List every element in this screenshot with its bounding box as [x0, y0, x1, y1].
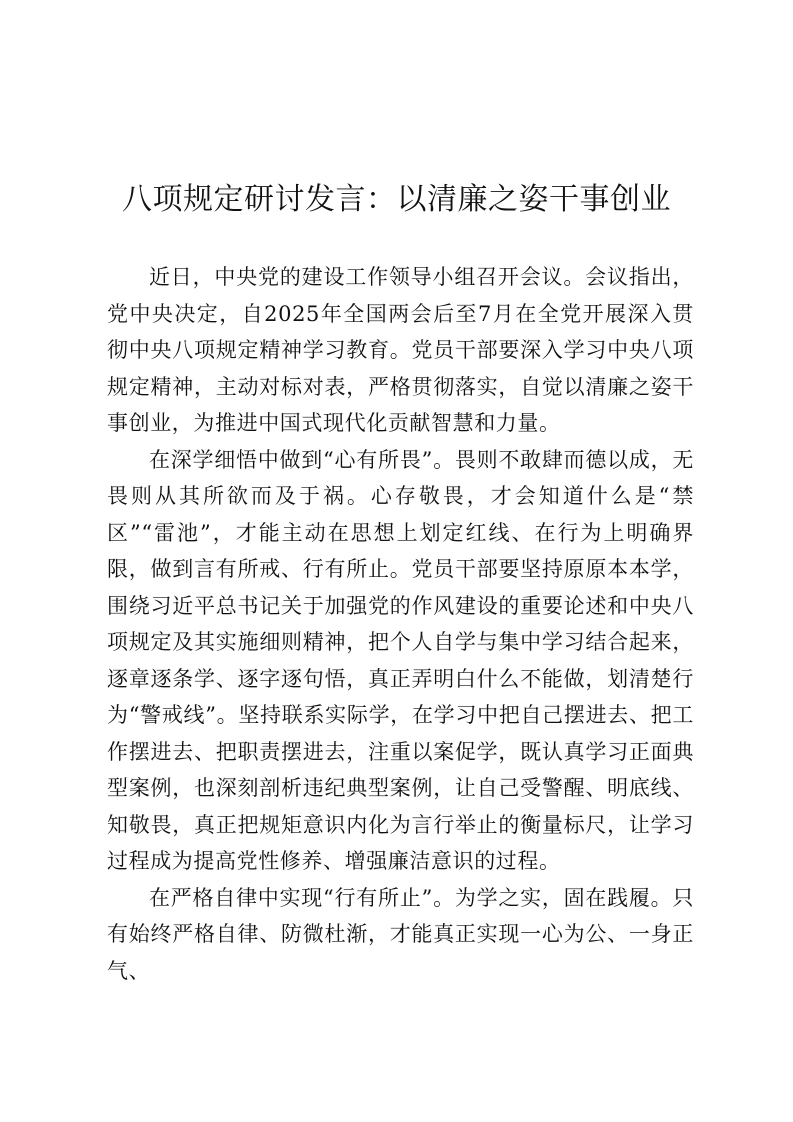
paragraph-self-discipline: 在严格自律中实现“行有所止”。为学之实，固在践履。只有始终严格自律、防微杜渐，才能真正实现一心为公、一身正气、 — [107, 885, 694, 983]
paragraph-study: 在深学细悟中做到“心有所畏”。畏则不敢肆而德以成，无畏则从其所欲而及于祸。心存敬畏，才会知道什么是“禁区”“雷池”，才能主动在思想上划定红线、在行为上明确界限，做到言有所戒、行有所止。党员干部要坚持原原本本学，围绕习近平总书记关于加强党的作风建设的重要论述和中央八项规定及其实施细则精神，把个人自学与集中学习结合起来，逐章逐条学、逐字逐句悟，真正弄明白什么不能做，划清楚行为“警戒线”。坚持联系实际学，在学习中把自己摆进去、把工作摆进去、把职责摆进去，注重以案促学，既认真学习正面典型案例，也深刻剖析违纪典型案例，让自己受警醒、明底线、知敬畏，真正把规矩意识内化为言行举止的衡量标尺，让学习过程成为提高党性修养、增强廉洁意识的过程。 — [107, 447, 694, 873]
document-title: 八项规定研讨发言：以清廉之姿干事创业 — [122, 182, 671, 217]
document-body — [107, 259, 694, 989]
paragraph-intro: 近日，中央党的建设工作领导小组召开会议。会议指出，党中央决定，自2025年全国两会后至7月在全党开展深入贯彻中央八项规定精神学习教育。党员干部要深入学习中央八项规定精神，主动对标对表，严格贯彻落实，自觉以清廉之姿干事创业，为推进中国式现代化贡献智慧和力量。 — [107, 265, 694, 435]
